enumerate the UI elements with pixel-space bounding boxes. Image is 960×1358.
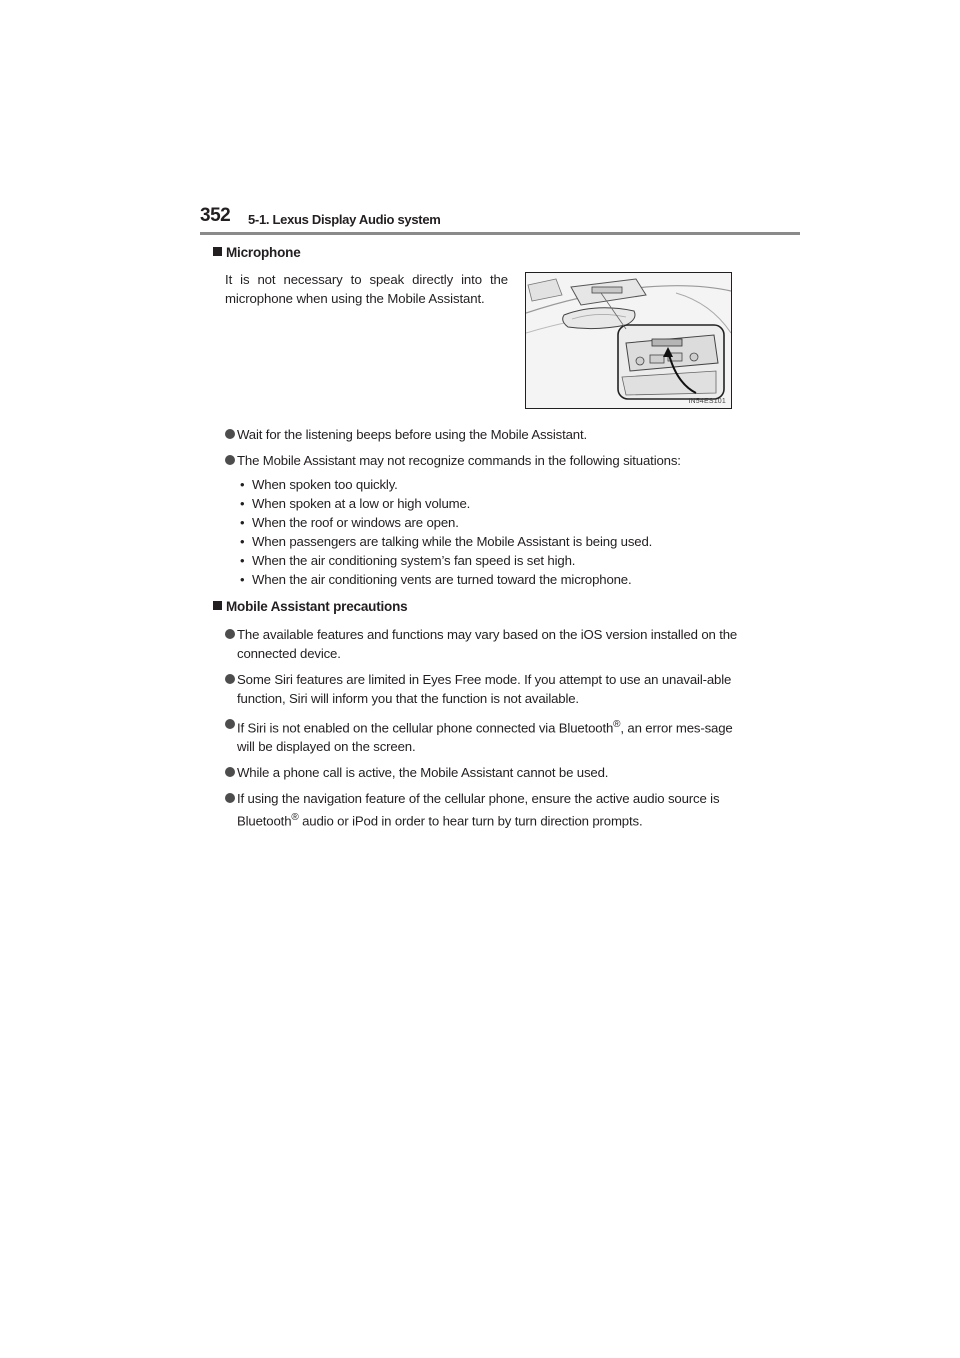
microphone-heading [213, 245, 301, 260]
situation-item: • When the roof or windows are open. [240, 515, 459, 530]
situation-item: • When passengers are talking while the Mobile Assistant is being used. [240, 534, 653, 549]
microphone-heading-text: Microphone [226, 245, 301, 260]
list-item: Some Siri features are limited in Eyes Free mode. If you attempt to use an unavail-able function, Siri will inform you that the function is not available. [225, 670, 750, 708]
situation-item: • When the air conditioning vents are turned toward the microphone. [240, 572, 632, 587]
microphone-intro: It is not necessary to speak directly into the microphone when using the Mobile Assistant. [225, 272, 508, 306]
precautions-bullets [225, 625, 750, 838]
header-rule [200, 232, 800, 235]
situation-item: • When the air conditioning system’s fan speed is set high. [240, 553, 576, 568]
page-number: 352 [200, 205, 231, 226]
circle-bullet-icon [225, 455, 235, 465]
list-item: Wait for the listening beeps before using the Mobile Assistant. [225, 425, 750, 444]
list-item: While a phone call is active, the Mobile Assistant cannot be used. [225, 763, 750, 782]
list-item: The Mobile Assistant may not recognize commands in the following situations: • When spoken too quickly. • When spoken at a low or high volume. • When the roof or windows are open. • When passengers are talking while the Mobile Assistant is being used. • When the air conditioning system’s fan speed is set high. • When the air conditioning vents are turned toward the microphone. [225, 451, 750, 589]
list-item: If Siri is not enabled on the cellular phone connected via Bluetooth®, an error mes-sage will be displayed on the screen. [225, 715, 750, 756]
section-title: 5-1. Lexus Display Audio system [248, 212, 441, 227]
circle-bullet-icon [225, 793, 235, 803]
list-item: The available features and functions may vary based on the iOS version installed on the connected device. [225, 625, 750, 663]
page-header [200, 203, 800, 235]
precautions-heading [213, 599, 407, 614]
circle-bullet-icon [225, 629, 235, 639]
situation-item: • When spoken too quickly. [240, 477, 398, 492]
circle-bullet-icon [225, 719, 235, 729]
circle-bullet-icon [225, 674, 235, 684]
list-item: If using the navigation feature of the cellular phone, ensure the active audio source is Bluetooth® audio or iPod in order to hear turn by turn direction prompts. [225, 789, 750, 830]
microphone-bullets [225, 425, 750, 596]
situations-list [237, 475, 750, 589]
circle-bullet-icon [225, 429, 235, 439]
square-bullet-icon [213, 601, 222, 610]
square-bullet-icon [213, 247, 222, 256]
situation-item: • When spoken at a low or high volume. [240, 496, 471, 511]
microphone-location-illustration [525, 272, 732, 409]
circle-bullet-icon [225, 767, 235, 777]
precautions-heading-text: Mobile Assistant precautions [226, 599, 408, 614]
overhead-console-drawing [526, 273, 731, 408]
figure-code: IN54ES101 [688, 398, 726, 405]
